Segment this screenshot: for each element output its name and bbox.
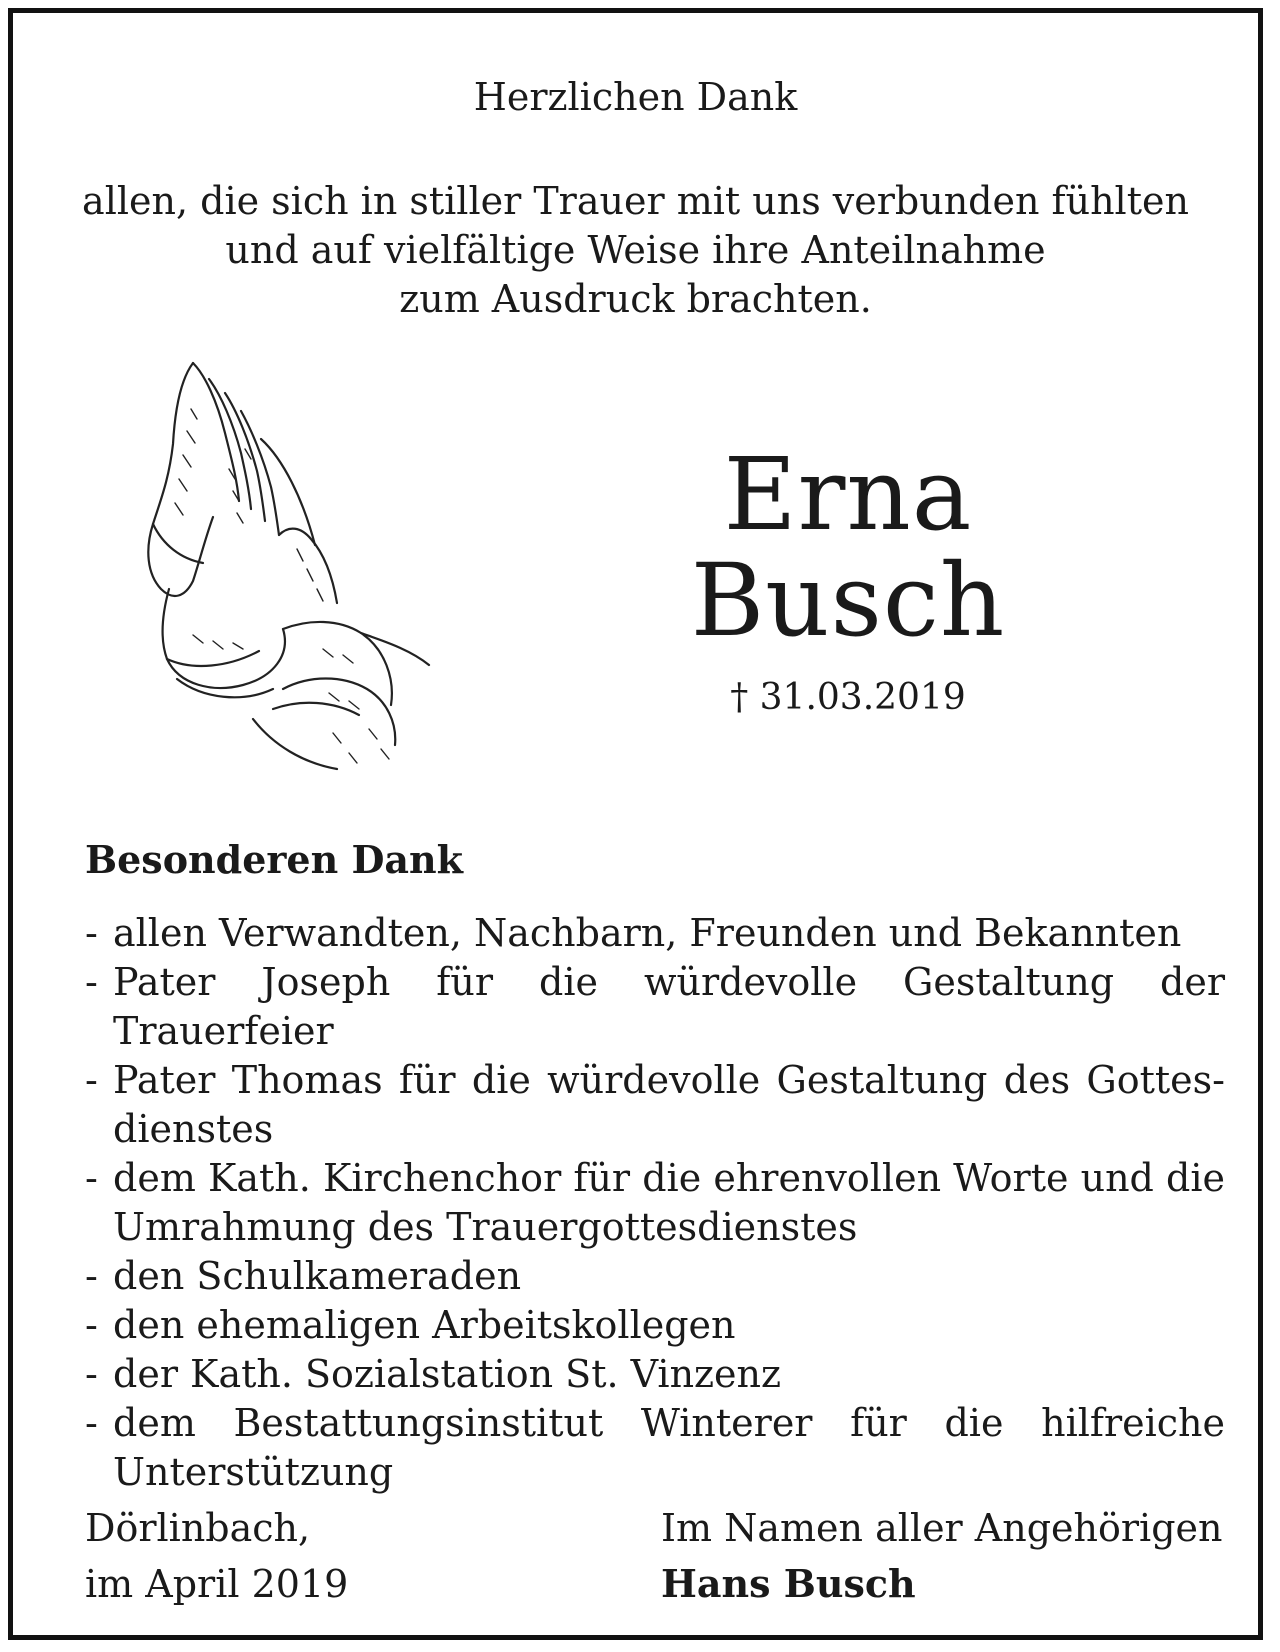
list-item: - allen Verwandten, Nachbarn, Freunden und Bekannten [85, 909, 1225, 958]
list-item: - dem Kath. Kirchenchor für die ehrenvollen Worte und die Umrahmung des Trauergottesdienstes [85, 1154, 1225, 1252]
list-item: - den ehemaligen Arbeitskollegen [85, 1301, 1225, 1350]
place-date [85, 1500, 348, 1612]
death-date: † 31.03.2019 [730, 677, 966, 718]
deceased-last-name: Busch [690, 542, 1006, 659]
list-item: - dem Bestattungsinstitut Winterer für die hilfreiche Unterstützung [85, 1399, 1225, 1497]
heading: Herzlichen Dank [473, 75, 798, 119]
thanks-list [85, 909, 1225, 1497]
list-item: - der Kath. Sozialstation St. Vinzenz [85, 1350, 1225, 1399]
list-item: - den Schulkameraden [85, 1252, 1225, 1301]
deceased-first-name: Erna [723, 436, 973, 553]
on-behalf-text: Im Namen aller Angehörigen [661, 1506, 1223, 1550]
praying-hands-icon [133, 349, 463, 809]
intro-text [13, 177, 1258, 324]
signature-block [661, 1500, 1222, 1612]
place: Dörlinbach, [85, 1506, 311, 1550]
obituary-card [8, 8, 1263, 1640]
intro-line: und auf vielfältige Weise ihre Anteilnahme [225, 228, 1046, 272]
date: im April 2019 [85, 1562, 349, 1606]
thanks-heading: Besonderen Dank [85, 837, 463, 882]
intro-line: zum Ausdruck brachten. [399, 277, 872, 321]
list-item: - Pater Thomas für die würdevolle Gestaltung des Gottesdienstes [85, 1056, 1225, 1154]
intro-line: allen, die sich in stiller Trauer mit uns verbunden fühlten [82, 179, 1189, 223]
signer-name: Hans Busch [661, 1561, 916, 1606]
list-item: - Pater Joseph für die würdevolle Gestaltung der Trauerfeier [85, 958, 1225, 1056]
